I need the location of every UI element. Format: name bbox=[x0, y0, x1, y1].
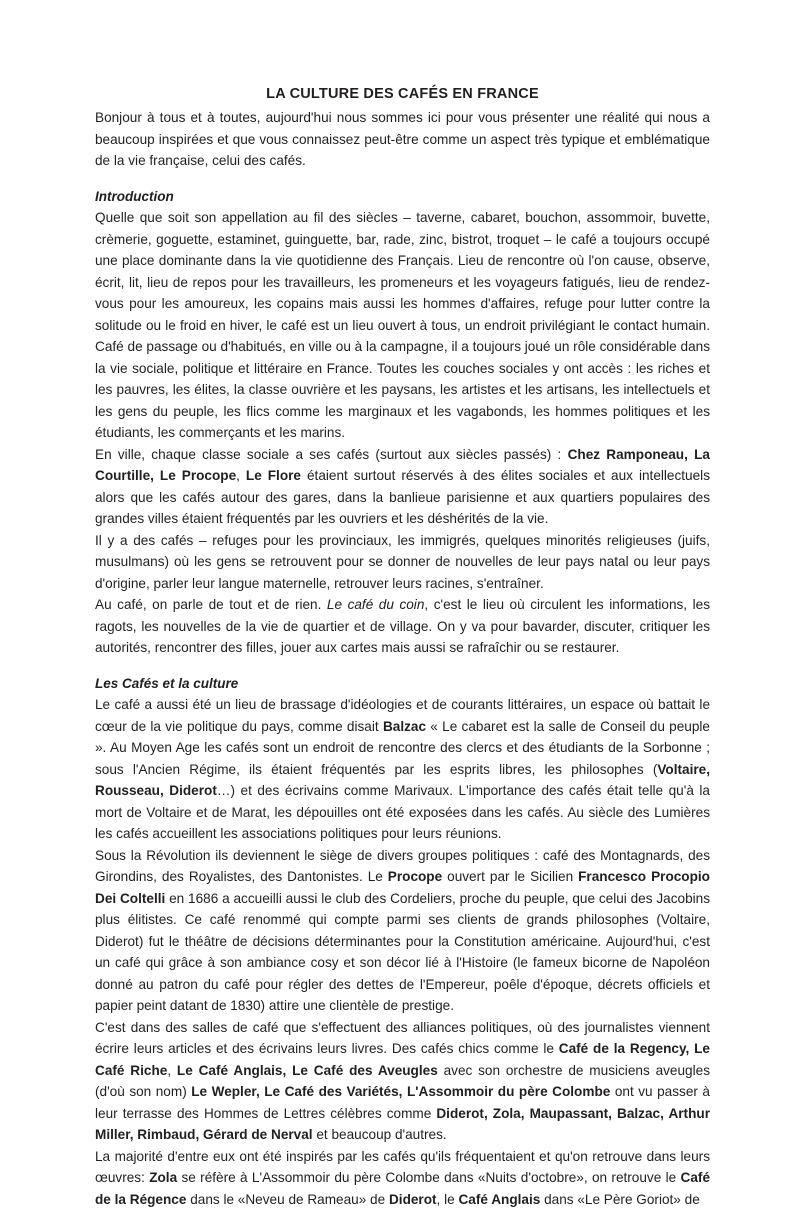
bold-run: Le Wepler, Le Café des Variétés, L'Assommoir du père Colombe bbox=[191, 1084, 610, 1099]
text-run: , c'est le lieu où circulent les informations, les ragots, les nouvelles de la vie de quartier et de village. On y va pour bavarder, discuter, critiquer les autorités, rencontrer des filles, jouer aux cartes mais aussi se rafraîchir ou se restaurer. bbox=[95, 597, 710, 655]
text-run: Quelle que soit son appellation au fil des siècles – taverne, cabaret, bouchon, assommoir, buvette, crèmerie, goguette, estaminet, guinguette, bar, rade, zinc, bistrot, troquet – le café a toujours occupé une place dominante dans la vie quotidienne des Français. Lieu de rencontre où l'on cause, observe, écrit, lit, lieu de repos pour les travailleurs, les promeneurs et les voyageurs fatigués, lieu de rendez-vous pour les amoureux, les copains mais aussi les hommes d'affaires, refuge pour lutter contre la solitude ou le froid en hiver, le café est un lieu ouvert à tous, un endroit privilégiant le contact humain. Café de passage ou d'habitués, en ville ou à la campagne, il a toujours joué un rôle considérable dans la vie sociale, politique et littéraire en France. Toutes les couches sociales y ont accès : les riches et les pauvres, les élites, la classe ouvrière et les paysans, les artistes et les artisans, les intellectuels et les gens du peuple, les flics comme les marginaux et les vagabonds, les hommes politiques et les étudiants, les commerçants et les marins. bbox=[95, 210, 710, 440]
text-run: avec son orchestre de musiciens aveugles (d'où son nom) bbox=[95, 1063, 710, 1100]
bold-run: Diderot bbox=[389, 1192, 437, 1207]
paragraph-culture-p2 bbox=[95, 845, 710, 1017]
bold-run: Procope bbox=[388, 869, 442, 884]
text-run: Au café, on parle de tout et de rien. bbox=[95, 597, 327, 612]
bold-run: Zola bbox=[149, 1170, 177, 1185]
bold-run: Balzac bbox=[383, 719, 426, 734]
text-run: Il y a des cafés – refuges pour les provinciaux, les immigrés, quelques minorités religieuses (juifs, musulmans) où les gens se retrouvent pour se donner de nouvelles de leur pays natal ou leur pays d'origine, parler leur langue maternelle, retrouver leurs racines, s'entraîner. bbox=[95, 533, 710, 591]
paragraph-intro-p3 bbox=[95, 530, 710, 595]
paragraph-culture-p1 bbox=[95, 694, 710, 845]
text-run: , bbox=[167, 1063, 177, 1078]
bold-run: Francesco Procopio Dei Coltelli bbox=[95, 869, 710, 906]
bold-run: Diderot, Zola, Maupassant, Balzac, Arthur Miller, Rimbaud, Gérard de Nerval bbox=[95, 1106, 710, 1143]
bold-run: Café Anglais bbox=[458, 1192, 540, 1207]
bold-run: Café de la Régence bbox=[95, 1170, 710, 1207]
paragraph-intro-p4 bbox=[95, 594, 710, 659]
bold-run: Le Café Anglais, Le Café des Aveugles bbox=[177, 1063, 438, 1078]
section-heading-introduction: Introduction bbox=[95, 186, 710, 208]
text-run: La majorité d'entre eux ont été inspirés par les cafés qu'ils fréquentaient et qu'on retrouve dans leurs œuvres: bbox=[95, 1149, 710, 1186]
bold-run: Café de la Regency, Le Café Riche bbox=[95, 1041, 710, 1078]
text-run: Sous la Révolution ils deviennent le siège de divers groupes politiques : café des Montagnards, des Girondins, des Royalistes, des Dantonistes. Le bbox=[95, 848, 710, 885]
italic-run: Le café du coin bbox=[327, 597, 424, 612]
text-run: , bbox=[236, 468, 246, 483]
paragraph-culture-p4 bbox=[95, 1146, 710, 1210]
text-run: et beaucoup d'autres. bbox=[313, 1127, 447, 1142]
text-run: ouvert par le Sicilien bbox=[442, 869, 578, 884]
text-run: ont vu passer à leur terrasse des Hommes de Lettres célèbres comme bbox=[95, 1084, 710, 1121]
text-run: dans «Le Père Goriot» de bbox=[540, 1192, 699, 1207]
text-run: Le café a aussi été un lieu de brassage d'idéologies et de courants littéraires, un espace où battait le cœur de la vie politique du pays, comme disait bbox=[95, 697, 710, 734]
text-run: se réfère à L'Assommoir du père Colombe dans «Nuits d'octobre», on retrouve le bbox=[177, 1170, 680, 1185]
bold-run: Chez Ramponeau, La Courtille, Le Procope bbox=[95, 447, 710, 484]
text-run: étaient surtout réservés à des élites sociales et aux intellectuels alors que les cafés autour des gares, dans la banlieue parisienne et aux quartiers populaires des grandes villes étaient fréquentés par les ouvriers et les déshérités de la vie. bbox=[95, 468, 710, 526]
bold-run: Voltaire, Rousseau, Diderot bbox=[95, 762, 710, 799]
text-run: C'est dans des salles de café que s'effectuent des alliances politiques, où des journalistes viennent écrire leurs articles et des écrivains leurs livres. Des cafés chics comme le bbox=[95, 1020, 710, 1057]
text-run: , le bbox=[437, 1192, 459, 1207]
page-title: LA CULTURE DES CAFÉS EN FRANCE bbox=[95, 84, 710, 104]
paragraph-intro-p2 bbox=[95, 444, 710, 530]
text-run: en 1686 a accueilli aussi le club des Cordeliers, proche du peuple, que celui des Jacobins plus élitistes. Ce café renommé qui compte parmi ses clients de grands philosophes (Voltaire, Diderot) fut le théâtre de décisions déterminantes pour la Constitution américaine. Aujourd'hui, c'est un café qui grâce à son ambiance cosy et son décor lié à l'Histoire (le fameux bicorne de Napoléon donné au patron du café pour régler des dettes de l'Empereur, poêle d'époque, décrets officiels et papier peint datant de 1830) attire une clientèle de prestige. bbox=[95, 891, 710, 1014]
text-run: dans le «Neveu de Rameau» de bbox=[186, 1192, 389, 1207]
text-run: En ville, chaque classe sociale a ses cafés (surtout aux siècles passés) : bbox=[95, 447, 568, 462]
paragraph-culture-p3 bbox=[95, 1017, 710, 1146]
bold-run: Le Flore bbox=[246, 468, 301, 483]
intro-paragraph: Bonjour à tous et à toutes, aujourd'hui nous sommes ici pour vous présenter une réalité qui nous a beaucoup inspirées et que vous connaissez peut-être comme un aspect très typique et emblématique de la vie française, celui des cafés. bbox=[95, 107, 710, 172]
paragraph-intro-p1 bbox=[95, 207, 710, 444]
text-run: « Le cabaret est la salle de Conseil du peuple ». Au Moyen Age les cafés sont un endroit de rencontre des clercs et des étudiants de la Sorbonne ; sous l'Ancien Régime, ils étaient fréquentés par les esprits libres, les philosophes ( bbox=[95, 719, 710, 777]
text-run: …) et des écrivains comme Marivaux. L'importance des cafés était telle qu'à la mort de Voltaire et de Marat, les dépouilles ont été exposées dans les cafés. Au siècle des Lumières les cafés accueillent les associations politiques pour leurs réunions. bbox=[95, 783, 710, 841]
section-heading-les-cafes-et-la-culture: Les Cafés et la culture bbox=[95, 673, 710, 695]
